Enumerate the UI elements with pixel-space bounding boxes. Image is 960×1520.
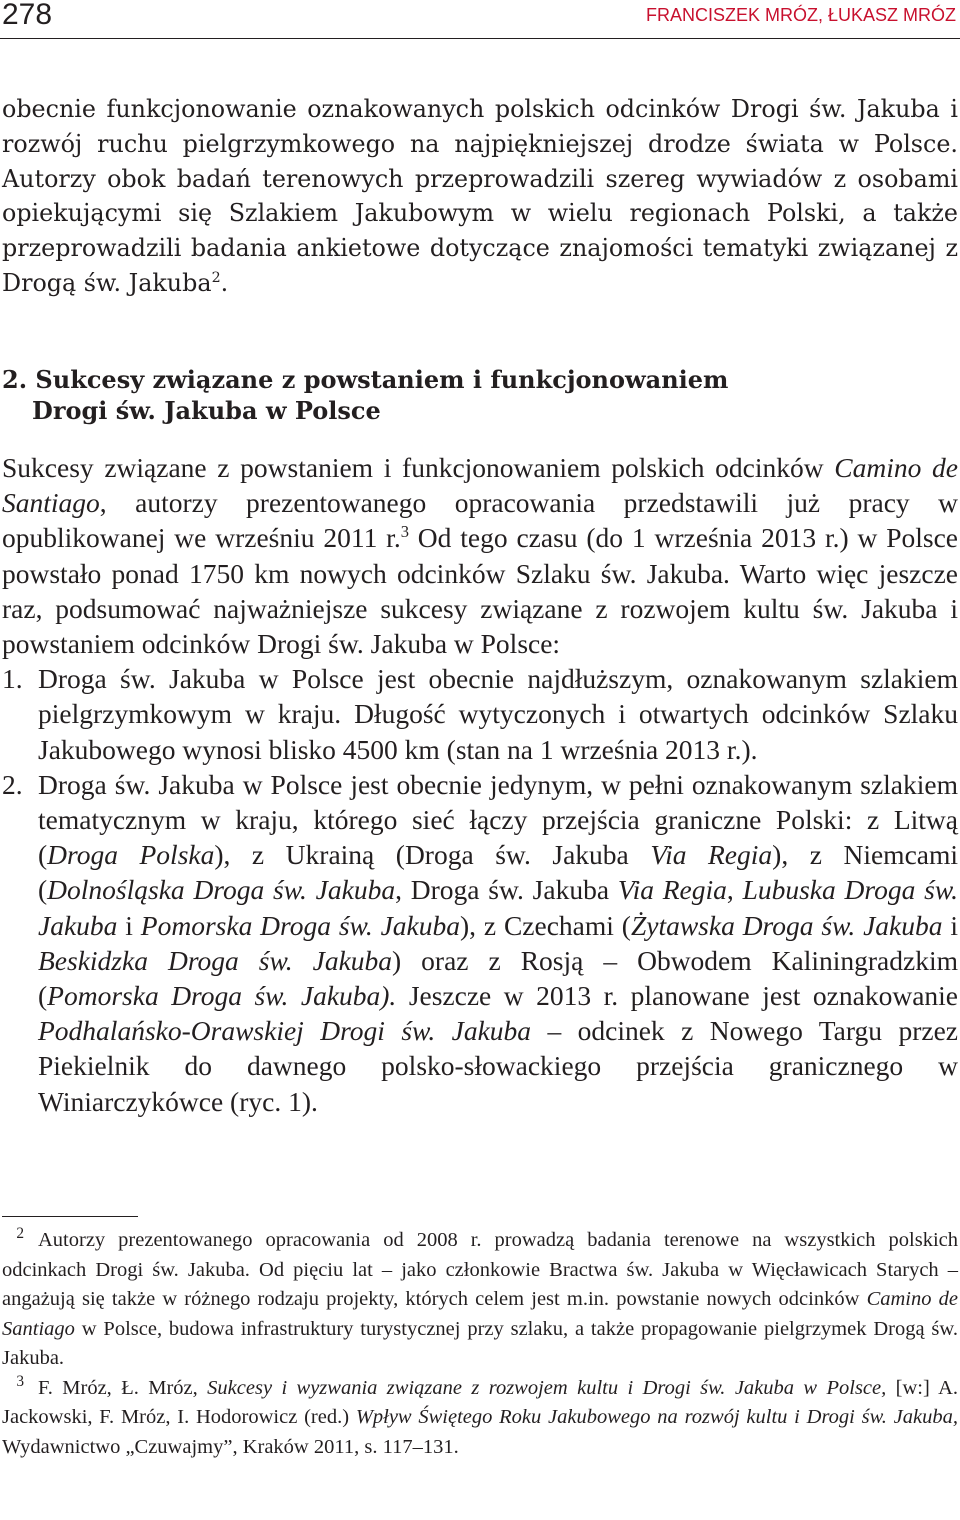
footnote-3: $^3$ F. Mróz, Ł. Mróz, Sukcesy i wyzwania związane z rozwojem kultu i Drogi św. Jakuba w Polsce, [w:] A. Jackowski, F. Mróz, I. Hodorowicz (red.) Wpływ Świętego Roku Jakubowego na rozwój kultu i Drogi św. Jakuba, Wydawnictwo „Czuwajmy”, Kraków 2011, s. 117–131. [2, 1372, 959, 1458]
list-item-number: 2. [2, 768, 23, 800]
list-item [2, 767, 958, 1119]
success-list [2, 661, 958, 1119]
page-header [0, 0, 960, 40]
footnote-ref-2[interactable]: 2 [211, 270, 221, 287]
list-item-number: 1. [2, 663, 23, 695]
section-heading [2, 364, 802, 426]
footnote-2: $^2$ Autorzy prezentowanego opracowania od 2008 r. prowadzą badania terenowe na wszystkich polskich odcinkach Drogi św. Jakuba. Od pięciu lat – jako członkowie Bractwa św. Jakuba w Więcławicach Starych – angażują się także w różnego rodzaju projekty, których celem jest m.in. powstanie nowych odcinków Camino de Santiago w Polsce, budowa infrastruktury turystycznej przy szlaku, a także propagowanie pielgrzymek Drogą św. Jakuba. [2, 1225, 958, 1369]
list-item [2, 661, 958, 767]
section-heading-line1: 2. Sukcesy związane z powstaniem i funkcjonowaniem [2, 365, 729, 394]
header-rule [0, 38, 960, 39]
intro-paragraph: obecnie funkcjonowanie oznakowanych polskich odcinków Drogi św. Jakuba i rozwój ruchu pielgrzymkowego na najpiękniejszej drodze świata w Polsce. Autorzy obok badań terenowych przeprowadzili szereg wywiadów z osobami opiekującymi się Szlakiem Jakubowym w wielu regionach Polski, a także przeprowadzili badania ankietowe dotyczące znajomości tematyki związanej z Drogą św. Jakuba$^2$. [2, 95, 958, 297]
section-heading-line2: Drogi św. Jakuba w Polsce [32, 396, 381, 425]
running-head-authors: FRANCISZEK MRÓZ, ŁUKASZ MRÓZ [645, 5, 956, 25]
footnotes [2, 1226, 958, 1462]
list-item-text: Droga św. Jakuba w Polsce jest obecnie jedynym, w pełni oznakowanym szlakiem tematycznym w kraju, którego sieć łączy przejścia graniczne Polski: z Litwą (Droga Polska), z Ukrainą (Droga św. Jakuba Via Regia), z Niemcami (Dolnośląska Droga św. Jakuba, Droga św. Jakuba Via Regia, Lubuska Droga św. Jakuba i Pomorska Droga św. Jakuba), z Czechami (Żytawska Droga św. Jakuba i Beskidzka Droga św. Jakuba) oraz z Rosją – Obwodem Kaliningradzkim (Pomorska Droga św. Jakuba). Jeszcze w 2013 r. planowane jest oznakowanie Podhalańsko-Orawskiej Drogi św. Jakuba – odcinek z Nowego Targu przez Piekielnik do dawnego polsko-słowackiego przejścia granicznego w Winiarczykówce (ryc. 1). [38, 768, 959, 1117]
footnote-separator [2, 1216, 138, 1217]
footnote-ref-3[interactable]: 3 [400, 522, 409, 542]
section-paragraph: Sukcesy związane z powstaniem i funkcjonowaniem polskich odcinków Camino de Santiago, autorzy prezentowanego opracowania przedstawili już pracy w opublikowanej we wrześniu 2011 r.$^3$ Od tego czasu (do 1 września 2013 r.) w Polsce powstało ponad 1750 km nowych odcinków Szlaku św. Jakuba. Warto więc jeszcze raz, podsumować najważniejsze sukcesy związane z rozwojem kultu św. Jakuba i powstaniem odcinków Drogi św. Jakuba w Polsce: [2, 452, 958, 660]
page-number: 278 [2, 0, 53, 31]
section-body [2, 450, 958, 1119]
list-item-text: Droga św. Jakuba w Polsce jest obecnie najdłuższym, oznakowanym szlakiem pielgrzymkowym w kraju. Długość wytyczonych i otwartych odcinków Szlaku Jakubowego wynosi blisko 4500 km (stan na 1 września 2013 r.). [38, 663, 958, 765]
